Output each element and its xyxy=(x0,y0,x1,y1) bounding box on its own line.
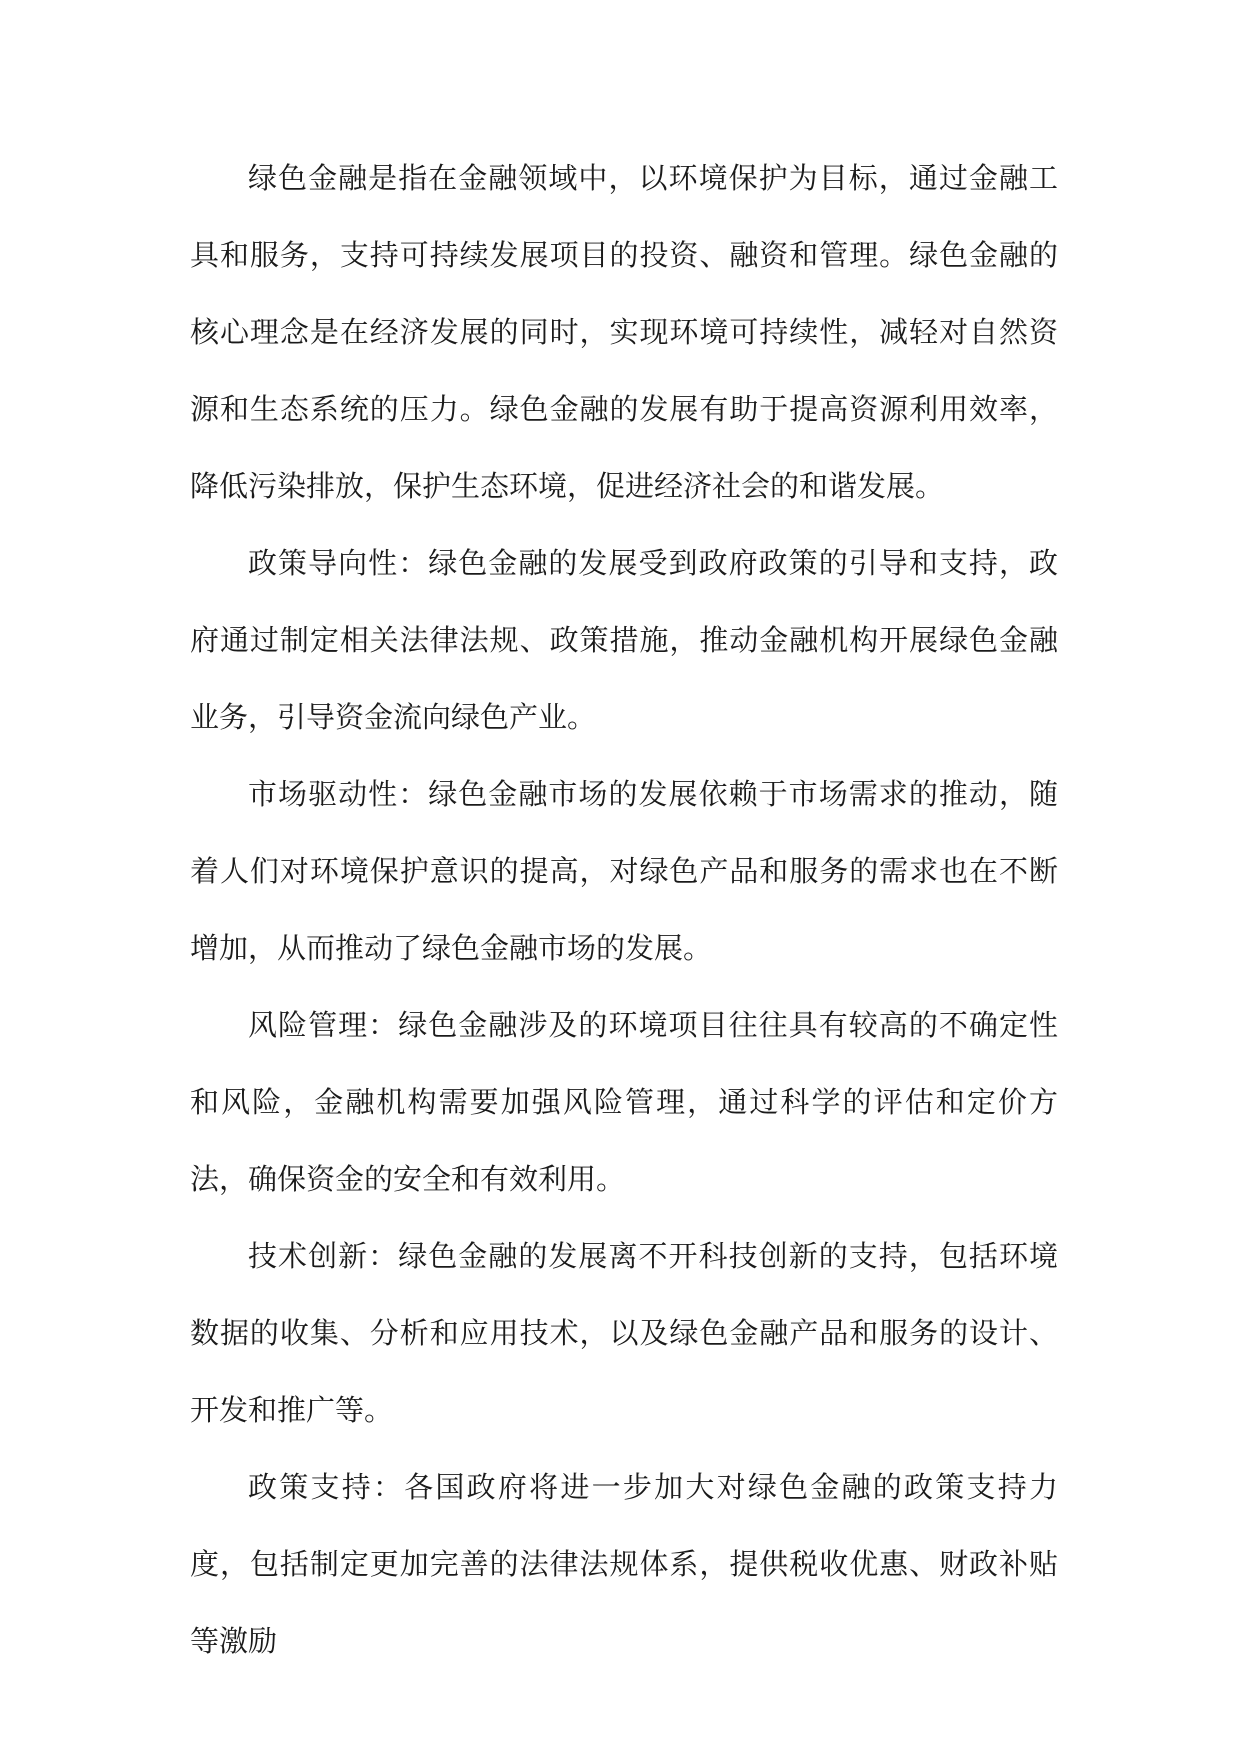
paragraph-policy-orientation: 政策导向性：绿色金融的发展受到政府政策的引导和支持，政府通过制定相关法律法规、政策措施，推动金融机构开展绿色金融业务，引导资金流向绿色产业。 xyxy=(190,546,1058,734)
body-text xyxy=(190,140,1058,1680)
paragraph-green-finance-definition: 绿色金融是指在金融领域中，以环境保护为目标，通过金融工具和服务，支持可持续发展项目的投资、融资和管理。绿色金融的核心理念是在经济发展的同时，实现环境可持续性，减轻对自然资源和生态系统的压力。绿色金融的发展有助于提高资源利用效率，降低污染排放，保护生态环境，促进经济社会的和谐发展。 xyxy=(190,161,1058,503)
paragraph-risk-management: 风险管理：绿色金融涉及的环境项目往往具有较高的不确定性和风险，金融机构需要加强风险管理，通过科学的评估和定价方法，确保资金的安全和有效利用。 xyxy=(190,1008,1058,1196)
paragraph-policy-support: 政策支持：各国政府将进一步加大对绿色金融的政策支持力度，包括制定更加完善的法律法规体系，提供税收优惠、财政补贴等激励 xyxy=(190,1470,1058,1658)
paragraph-technology-innovation: 技术创新：绿色金融的发展离不开科技创新的支持，包括环境数据的收集、分析和应用技术，以及绿色金融产品和服务的设计、开发和推广等。 xyxy=(190,1239,1058,1427)
paragraph-market-driven: 市场驱动性：绿色金融市场的发展依赖于市场需求的推动，随着人们对环境保护意识的提高，对绿色产品和服务的需求也在不断增加，从而推动了绿色金融市场的发展。 xyxy=(190,777,1058,965)
